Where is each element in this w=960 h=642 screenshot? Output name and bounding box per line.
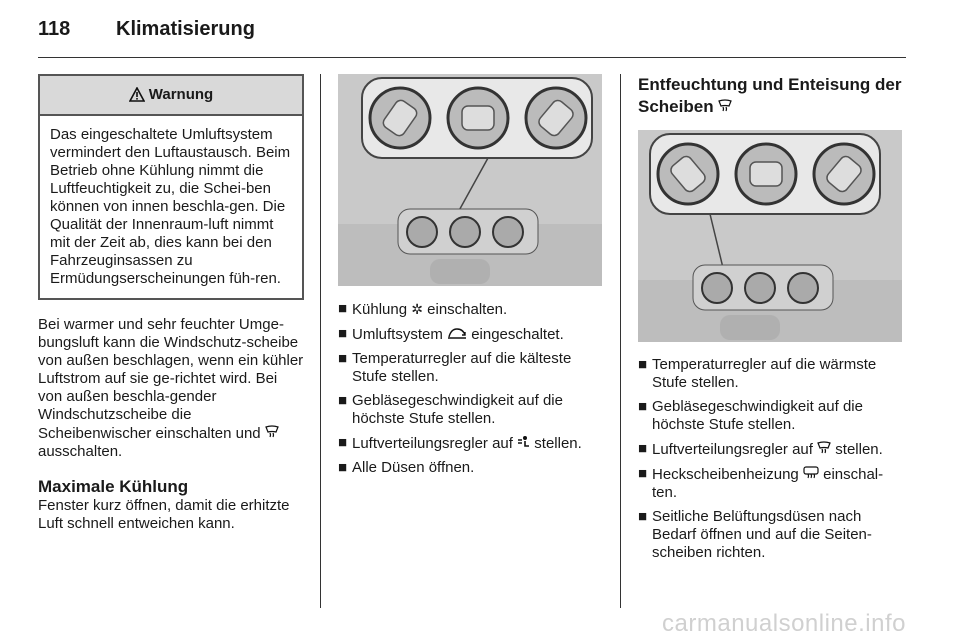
- item-text: Kühlung: [352, 301, 408, 318]
- bullet: ■: [338, 325, 348, 342]
- item-text: Luftverteilungsregler auf: [352, 435, 513, 452]
- page-header: [38, 18, 255, 41]
- bullet: ■: [338, 300, 348, 317]
- section-text: Fenster kurz öffnen, damit die erhitzte Luft schnell entweichen kann.: [38, 497, 290, 532]
- list-item: [338, 325, 606, 344]
- item-text: eingeschaltet.: [471, 326, 564, 343]
- item-text: Umluftsystem: [352, 326, 443, 343]
- column-divider: [320, 74, 321, 608]
- bullet: ■: [638, 356, 648, 373]
- recirculation-icon: [447, 325, 467, 343]
- header-rule: [38, 57, 906, 58]
- section-heading: Maximale Kühlung: [38, 477, 189, 496]
- item-text: Seitliche Belüftungsdüsen nach Bedarf öffnen und auf die Seiten-scheiben richten.: [652, 508, 872, 561]
- list-item: [638, 356, 904, 392]
- snowflake-icon: ✲: [411, 301, 423, 317]
- warning-header: [40, 76, 302, 116]
- bullet: ■: [638, 398, 648, 415]
- list-item: [638, 465, 904, 502]
- bullet: ■: [638, 465, 648, 482]
- page-title: Klimatisierung: [116, 18, 255, 40]
- item-text: Gebläsegeschwindigkeit auf die höchste Stufe stellen.: [652, 398, 863, 433]
- bullet: ■: [638, 440, 648, 457]
- list-item: [638, 398, 904, 434]
- warning-title: Warnung: [148, 86, 214, 103]
- column-left: [38, 74, 304, 533]
- column-middle: [338, 74, 606, 477]
- item-text: Gebläsegeschwindigkeit auf die höchste Stufe stellen.: [352, 392, 563, 427]
- paragraph-text: Bei warmer und sehr feuchter Umge-bungsluft kann die Windschutz-scheibe von außen beschlagen, wenn ein kühler Luftstrom auf sie ge-richtet wird. Bei von außen beschla-gender Windschutzscheibe die Scheibenwischer einschalten und: [38, 316, 304, 442]
- page-number: 118: [38, 18, 71, 40]
- item-text: einschal-ten.: [652, 466, 884, 501]
- column-right: [638, 74, 904, 562]
- bullet: ■: [338, 392, 348, 409]
- list-item: [338, 434, 606, 453]
- list-item: [638, 508, 904, 562]
- windscreen-defrost-icon: [718, 96, 732, 118]
- paragraph: [38, 316, 304, 461]
- rear-window-heating-icon: [803, 465, 819, 483]
- item-text: stellen.: [534, 435, 582, 452]
- air-to-head-icon: [517, 434, 530, 452]
- bullet: ■: [638, 508, 648, 525]
- windscreen-defrost-icon: [817, 440, 831, 458]
- climate-control-panel-photo: [638, 130, 902, 342]
- section-heading: [638, 74, 904, 118]
- bullet: ■: [338, 459, 348, 476]
- list-item: [338, 300, 606, 319]
- heading-text: Entfeuchtung und Enteisung der Scheiben: [638, 75, 902, 116]
- item-text: Temperaturregler auf die kälteste Stufe stellen.: [352, 350, 572, 385]
- warning-text: Das eingeschaltete Umluftsystem vermindert den Luftaustausch. Beim Betrieb ohne Kühlung nimmt die Luftfeuchtigkeit zu, die Schei-ben können von innen beschla-gen. Die Qualität der Innenraum-luft nimmt mit der Zeit ab, dies kann bei den Fahrzeuginsassen zu Ermüdungserscheinungen füh-ren.: [50, 126, 291, 287]
- item-text: Temperaturregler auf die wärmste Stufe stellen.: [652, 356, 877, 391]
- column-divider: [620, 74, 621, 608]
- bullet: ■: [338, 434, 348, 451]
- item-text: Alle Düsen öffnen.: [352, 459, 475, 476]
- list-item: [338, 459, 606, 477]
- list-item: [638, 440, 904, 459]
- list-item: [338, 392, 606, 428]
- item-text: einschalten.: [427, 301, 508, 318]
- item-text: Luftverteilungsregler auf: [652, 441, 813, 458]
- list-item: [338, 350, 606, 386]
- warning-triangle-icon: [129, 79, 145, 117]
- instruction-list: [338, 300, 606, 477]
- item-text: stellen.: [835, 441, 883, 458]
- warning-box: [38, 74, 304, 300]
- bullet: ■: [338, 350, 348, 367]
- item-text: Heckscheibenheizung: [652, 466, 799, 483]
- watermark: carmanualsonline.info: [662, 610, 906, 637]
- windscreen-defrost-icon: [265, 424, 279, 442]
- instruction-list: [638, 356, 904, 562]
- paragraph-end: ausschalten.: [38, 443, 123, 460]
- climate-control-panel-photo: [338, 74, 602, 286]
